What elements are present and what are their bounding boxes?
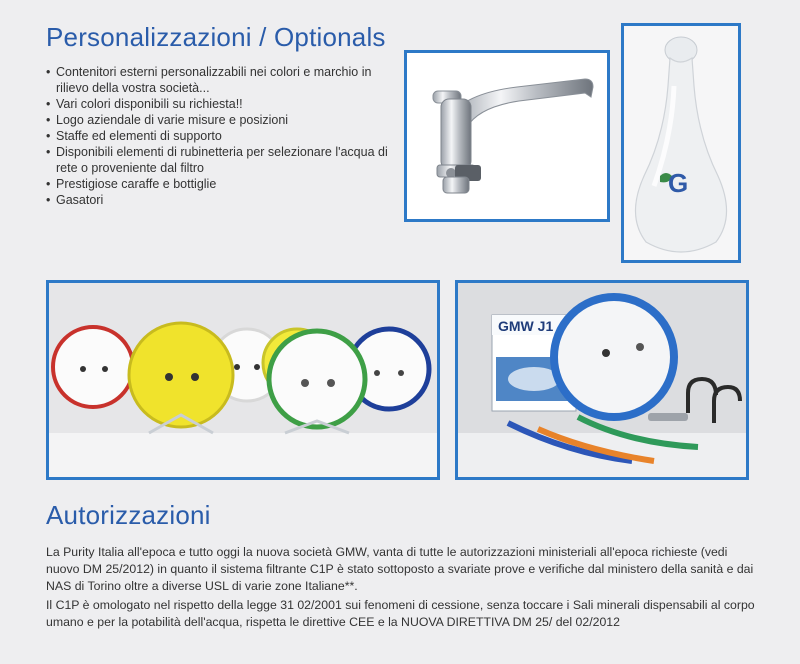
colored-filters-photo: [46, 280, 440, 480]
list-item: • Gasatori: [46, 192, 406, 208]
list-item: • Staffe ed elementi di supporto: [46, 128, 406, 144]
gmw-kit-photo: [455, 280, 749, 480]
bottle-illustration: [624, 26, 738, 260]
list-item: • Prestigiose caraffe e bottiglie: [46, 176, 406, 192]
kit-box-label: GMW J1: [498, 318, 554, 334]
optionals-list: [46, 64, 406, 208]
list-item: • Vari colori disponibili su richiesta!!: [46, 96, 406, 112]
bottle-logo: G: [668, 168, 689, 198]
authorizations-paragraph-1: La Purity Italia all'epoca e tutto oggi la nuova società GMW, vanta di tutte le autorizzazioni ministeriali all'epoca richieste (vedi nuovo DM 25/2012) in quanto il sistema filtrante C1P è stato sottoposto a svariate prove e verifiche dal ministero della sanità e dai NAS di Torino oltre a diverse USL di varie zone Italiane**.: [46, 545, 754, 593]
list-item: • Contenitori esterni personalizzabili nei colori e marchio in rilievo della vostra società...: [46, 64, 406, 96]
faucet-photo: [404, 50, 610, 222]
faucet-illustration: [407, 53, 607, 219]
filters-illustration: [49, 283, 437, 477]
optionals-title: Personalizzazioni / Optionals: [46, 22, 386, 52]
bottle-photo: [621, 23, 741, 263]
list-item: • Logo aziendale di varie misure e posizioni: [46, 112, 406, 128]
authorizations-paragraph-2: Il C1P è omologato nel rispetto della legge 31 02/2001 sui fenomeni di cessione, senza toccare i Sali minerali dispensabili al corpo umano e per la potabilità dell'acqua, rispetta le direttive CEE e la NUOVA DIRETTIVA DM 25/ del 02/2012: [46, 598, 755, 629]
list-item: • Disponibili elementi di rubinetteria per selezionare l'acqua di rete o proveniente dal filtro: [46, 144, 406, 176]
kit-illustration: [458, 283, 746, 477]
authorizations-title: Autorizzazioni: [46, 500, 211, 530]
